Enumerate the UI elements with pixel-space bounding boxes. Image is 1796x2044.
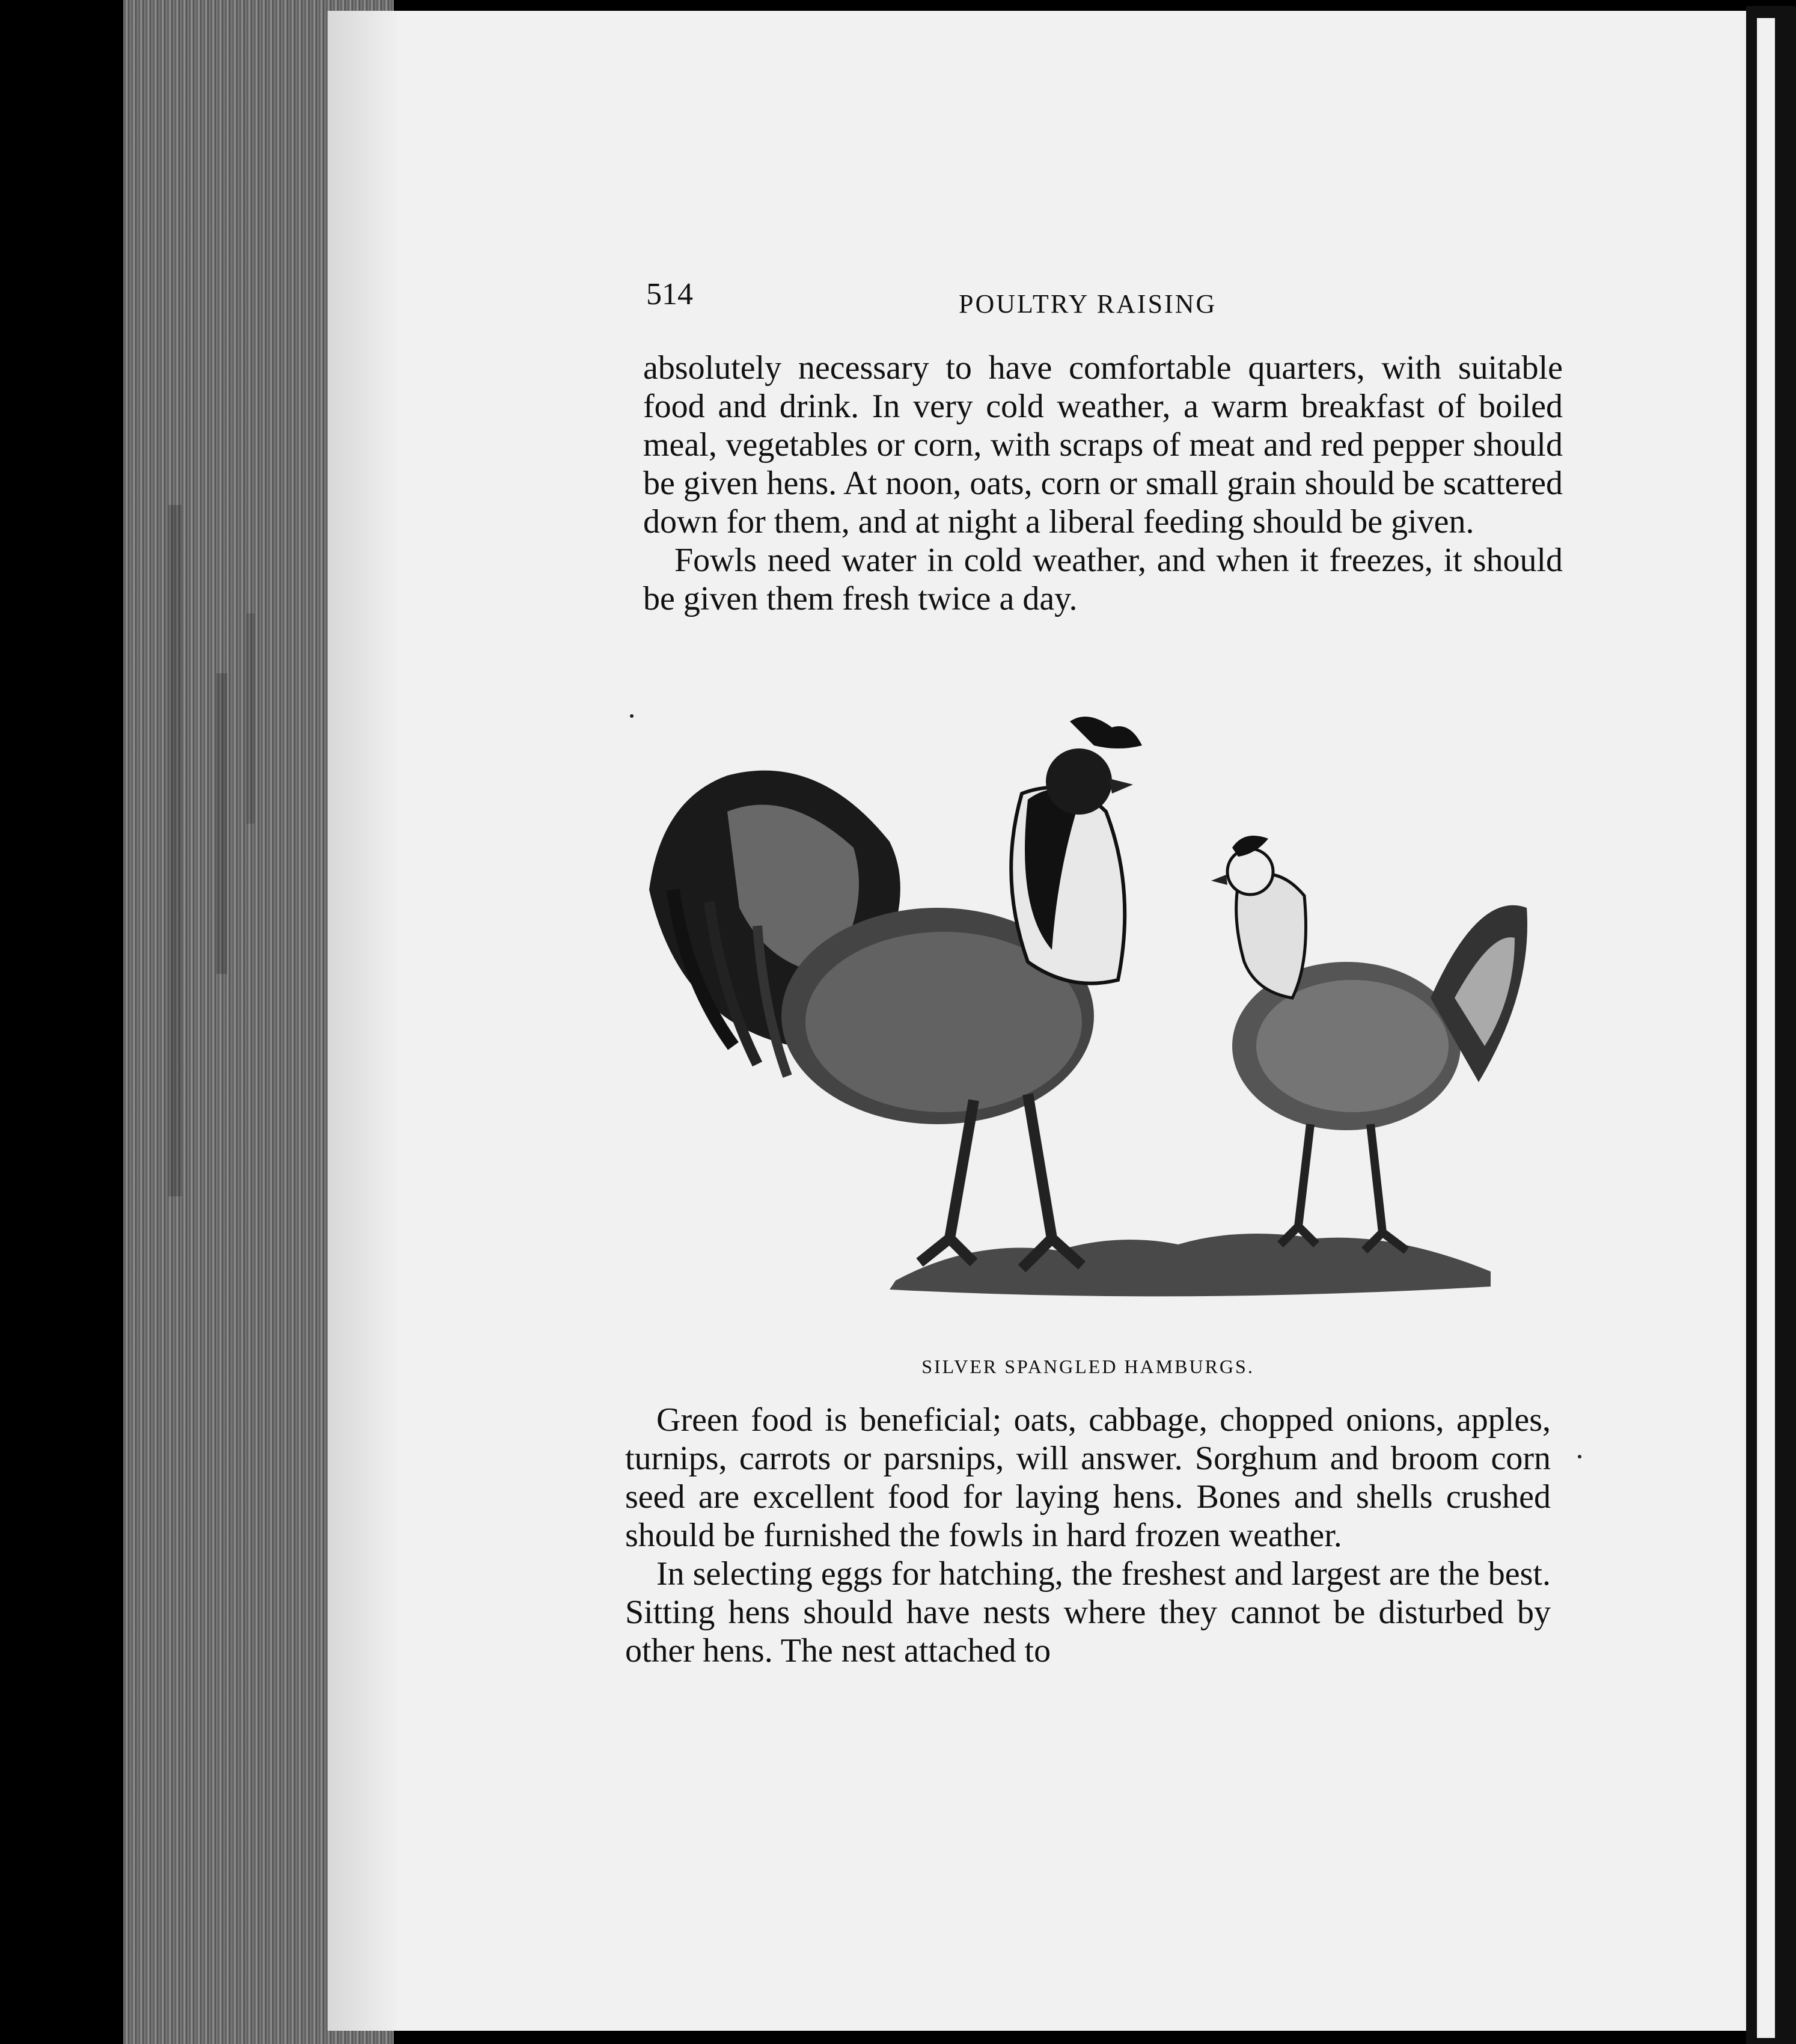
paragraph: absolutely necessary to have comfortable quarters, with suitable food and drink. In very cold weather, a warm breakfast of boiled meal, vegetables or corn, with scraps of meat and red pepper should be given hens. At noon, oats, corn or small grain should be scattered down for them, and at night a liberal feeding should be given.: [643, 349, 1563, 540]
page-gutter-shadow: [328, 11, 397, 2031]
text-block-top: [643, 349, 1563, 618]
running-head: POULTRY RAISING: [959, 289, 1217, 319]
speck: [630, 714, 634, 718]
text-block-bottom: [625, 1401, 1551, 1670]
paragraph: Green food is beneficial; oats, cabbage, chopped onions, apples, turnips, carrots or parsnips, will answer. Sorghum and broom corn seed are excellent food for laying hens. Bones and shells crushed should be furnished the fowls in hard frozen weather.: [625, 1401, 1551, 1554]
paragraph: In selecting eggs for hatching, the freshest and largest are the best. Sitting hens should have nests where they cannot be disturbed by other hens. The nest attached to: [625, 1555, 1551, 1669]
page-number: 514: [646, 277, 693, 311]
paragraph: Fowls need water in cold weather, and when it freezes, it should be given them fresh twice a day.: [643, 542, 1563, 617]
right-border: [1746, 6, 1796, 2044]
speck: [1578, 1455, 1581, 1458]
spine-lettering-blur: [156, 493, 276, 1214]
page-header: [646, 277, 1572, 325]
figure-caption: SILVER SPANGLED HAMBURGS.: [921, 1356, 1254, 1377]
hamburg-chickens-illustration: [637, 709, 1551, 1335]
